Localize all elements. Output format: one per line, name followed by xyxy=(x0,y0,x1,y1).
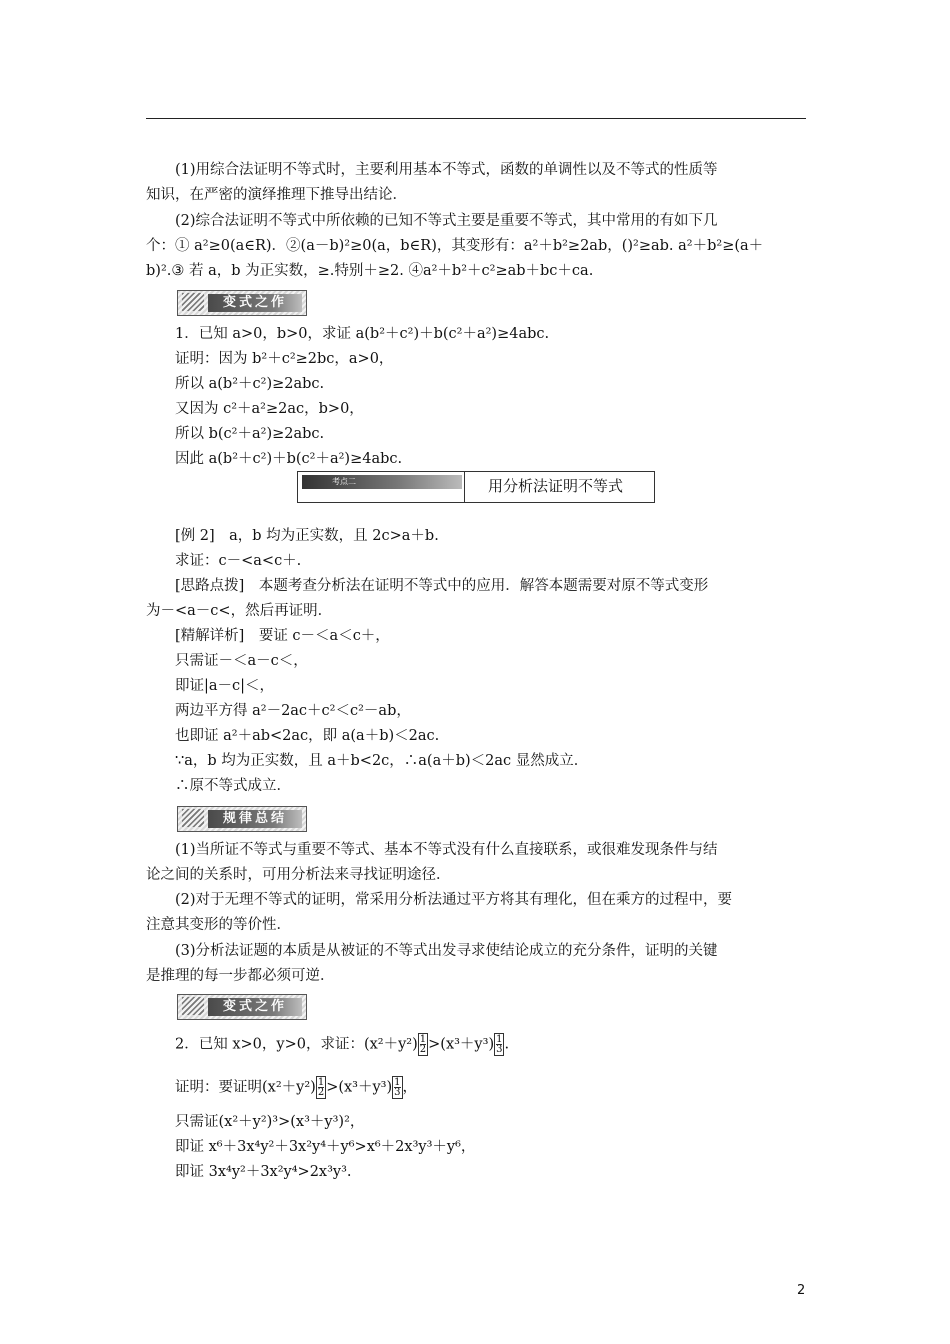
text-line: 2．已知 x>0，y>0，求证：(x²＋y²) $\frac{1}{2}$ >(x³＋y³) $\frac{1}{3}$ . xyxy=(175,1034,510,1055)
text-line: [思路点拨] 本题考查分析法在证明不等式中的应用．解答本题需要对原不等式变形 xyxy=(175,578,709,594)
page-number: 2 xyxy=(797,1283,806,1298)
text-line: ∵a，b 均为正实数，且 a＋b<2c，∴a(a＋b)＜2ac 显然成立． xyxy=(175,753,589,769)
fraction-numerator: 1 xyxy=(317,1077,325,1088)
text-line: (3)分析法证题的本质是从被证的不等式出发寻求使结论成立的充分条件，证明的关键 xyxy=(175,943,718,959)
fraction-box xyxy=(392,1076,402,1099)
text-line: 只需证(x²＋y²)³>(x³＋y³)²， xyxy=(175,1114,365,1130)
fraction-denominator: 2 xyxy=(419,1044,427,1055)
text-line: 即证 3x⁴y²＋3x²y⁴>2x³y³. xyxy=(175,1164,352,1180)
topic-divider xyxy=(464,472,465,502)
topic-header xyxy=(297,471,655,503)
text-line: 1．已知 a>0，b>0，求证 a(b²＋c²)＋b(c²＋a²)≥4abc. xyxy=(175,326,550,342)
fraction-denominator: 3 xyxy=(496,1044,503,1055)
fraction-numerator: 1 xyxy=(419,1034,427,1045)
text-fragment: 证明：要证明(x²＋y²) xyxy=(175,1079,316,1096)
text-line: 求证：c－<a<c＋. xyxy=(175,553,302,569)
text-line: 所以 a(b²＋c²)≥2abc. xyxy=(175,376,325,392)
section-banner xyxy=(177,994,307,1020)
text-line: 证明：因为 b²＋c²≥2bc，a>0， xyxy=(175,351,394,367)
section-banner xyxy=(177,806,307,832)
banner-decoration xyxy=(182,293,204,311)
text-line: [精解详析] 要证 c－＜a＜c＋， xyxy=(175,628,390,644)
text-line: [例 2] a，b 均为正实数，且 2c>a＋b. xyxy=(175,528,439,544)
fraction-denominator: 2 xyxy=(317,1087,325,1098)
header-rule xyxy=(146,118,806,119)
text-line: 注意其变形的等价性． xyxy=(146,917,291,933)
text-line: 为－<a－c<，然后再证明． xyxy=(146,603,333,619)
text-fragment: >(x³＋y³) xyxy=(428,1036,495,1053)
fraction-box xyxy=(418,1033,428,1056)
text-line: 只需证－＜a－c＜， xyxy=(175,653,308,669)
banner-label: 规律总结 xyxy=(208,810,302,828)
banner-label: 变式之作 xyxy=(208,294,302,312)
text-line: 是推理的每一步都必须可逆． xyxy=(146,968,335,984)
text-line: (2)对于无理不等式的证明，常采用分析法通过平方将其有理化，但在乘方的过程中，要 xyxy=(175,892,733,908)
section-banner xyxy=(177,290,307,316)
fraction-numerator: 1 xyxy=(394,1077,401,1088)
text-line: 也即证 a²＋ab<2ac，即 a(a＋b)＜2ac. xyxy=(175,728,440,744)
text-line: ∴原不等式成立． xyxy=(175,778,291,794)
text-line: b)².③ 若 a，b 为正实数，≥.特别＋≥2. ④a²＋b²＋c²≥ab＋bc＋ca. xyxy=(146,263,594,279)
text-line: 因此 a(b²＋c²)＋b(c²＋a²)≥4abc. xyxy=(175,451,403,467)
text-fragment: 2．已知 x>0，y>0，求证：(x²＋y²) xyxy=(175,1036,418,1053)
text-line: 又因为 c²＋a²≥2ac，b>0， xyxy=(175,401,364,417)
text-line: 即证 x⁶＋3x⁴y²＋3x²y⁴＋y⁶>x⁶＋2x³y³＋y⁶， xyxy=(175,1139,476,1155)
text-line: 个：① a²≥0(a∈R)．②(a－b)²≥0(a，b∈R)，其变形有：a²＋b²≥2ab，()²≥ab. a²＋b²≥(a＋ xyxy=(146,238,764,254)
fraction-box xyxy=(494,1033,504,1056)
text-line: 论之间的关系时，可用分析法来寻找证明途径． xyxy=(146,867,451,883)
text-line: 证明：要证明(x²＋y²) $\frac{1}{2}$ >(x³＋y³) $\frac{1}{3}$ ， xyxy=(175,1077,418,1098)
text-line: (1)当所证不等式与重要不等式、基本不等式没有什么直接联系，或很难发现条件与结 xyxy=(175,842,718,858)
topic-title: 用分析法证明不等式 xyxy=(488,477,624,495)
topic-tag: 考点二 xyxy=(302,475,462,489)
text-line: 两边平方得 a²－2ac＋c²＜c²－ab， xyxy=(175,703,411,719)
banner-decoration xyxy=(182,809,204,827)
fraction-numerator: 1 xyxy=(496,1034,503,1045)
text-line: 即证|a－c|＜， xyxy=(175,678,275,694)
text-fragment: >(x³＋y³) xyxy=(326,1079,393,1096)
banner-decoration xyxy=(182,997,204,1015)
fraction-denominator: 3 xyxy=(394,1087,401,1098)
text-line: 所以 b(c²＋a²)≥2abc. xyxy=(175,426,325,442)
text-line: 知识，在严密的演绎推理下推导出结论． xyxy=(146,187,407,203)
text-line: (1)用综合法证明不等式时，主要利用基本不等式，函数的单调性以及不等式的性质等 xyxy=(175,162,718,178)
fraction-box xyxy=(316,1076,326,1099)
banner-label: 变式之作 xyxy=(208,998,302,1016)
text-line: (2)综合法证明不等式中所依赖的已知不等式主要是重要不等式，其中常用的有如下几 xyxy=(175,213,718,229)
